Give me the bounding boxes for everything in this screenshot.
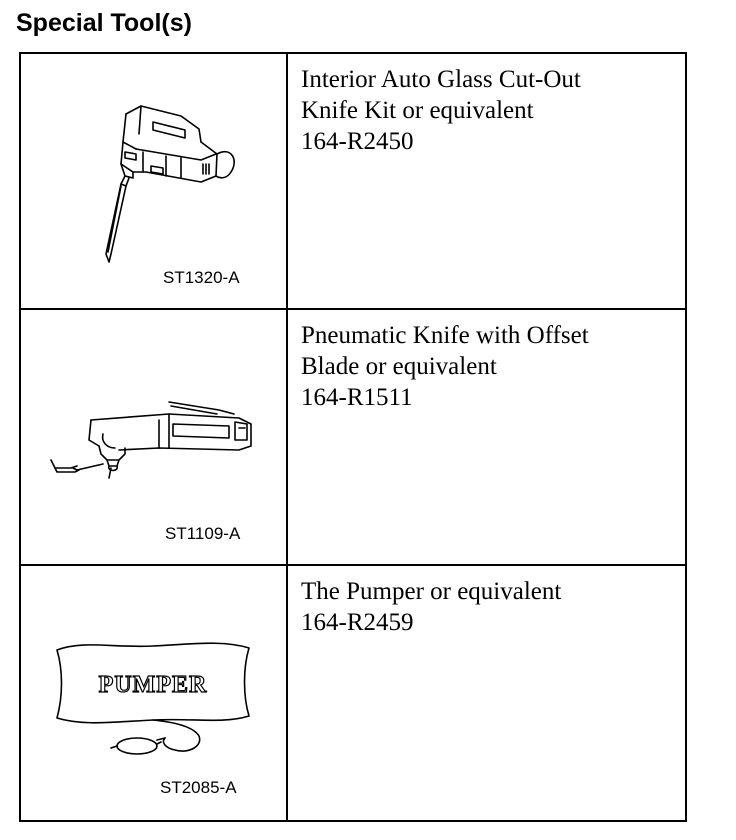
glass-cut-out-knife-icon <box>81 94 251 264</box>
pumper-icon <box>53 638 253 758</box>
page-title: Special Tool(s) <box>16 9 192 37</box>
figure-code: ST1109-A <box>165 524 241 543</box>
tool-image-cell <box>21 310 288 564</box>
tool-image-cell <box>21 566 288 820</box>
part-number: 164-R1511 <box>301 384 413 411</box>
tool-name-line: The Pumper or equivalent <box>301 578 562 605</box>
pneumatic-knife-icon <box>49 394 259 484</box>
special-tools-table <box>19 52 687 822</box>
tool-name-line: Blade or equivalent <box>301 353 497 380</box>
tool-description-cell <box>288 566 685 820</box>
part-number: 164-R2450 <box>301 128 414 155</box>
tool-description-cell <box>288 54 685 308</box>
table-row <box>21 566 685 820</box>
tool-name-line: Pneumatic Knife with Offset <box>301 322 589 349</box>
tool-name-line: Knife Kit or equivalent <box>301 97 534 124</box>
table-row <box>21 310 685 566</box>
tool-name-line: Interior Auto Glass Cut-Out <box>301 66 581 93</box>
table-row <box>21 54 685 310</box>
figure-code: ST1320-A <box>163 268 240 287</box>
tool-image-cell <box>21 54 288 308</box>
tool-description-cell <box>288 310 685 564</box>
figure-code: ST2085-A <box>160 778 237 797</box>
pumper-label: PUMPER <box>98 672 208 698</box>
part-number: 164-R2459 <box>301 609 414 636</box>
